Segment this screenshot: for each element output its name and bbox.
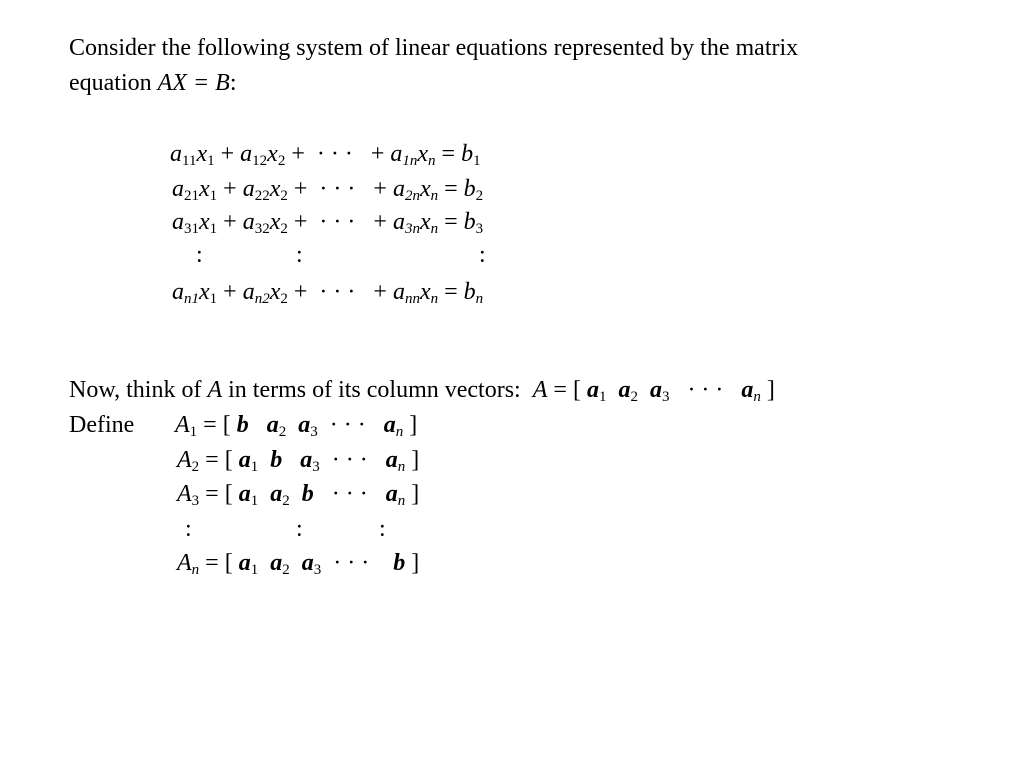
vdots-col-1: :	[196, 242, 203, 268]
intro-line-1: Consider the following system of linear equations represented by the matrix	[69, 35, 799, 61]
colon: :	[229, 70, 237, 96]
matrix-A3: $A_3$ = [ $a_1$ $a_2$ b ··· $a_n$ ]	[177, 481, 420, 509]
equation-row-2: $a_{21}x_1 + a_{22}x_2$ + ··· + $a_{2n}x_n = b_2$	[172, 176, 484, 204]
matrix-A1: $A_1$ = [ b $a_2$ $a_3$ ··· $a_n$ ]	[175, 412, 418, 440]
matrix-An: $A_n$ = [ $a_1$ $a_2$ $a_3$ ··· b ]	[177, 550, 420, 578]
vdots-define-2: :	[296, 516, 303, 542]
equation-row-1: $a_{11}x_1 + a_{12}x_2$ + ··· + $a_{1n}x_n = b_1$	[170, 141, 481, 169]
intro-line-2	[69, 69, 237, 97]
matrix-equation: AX = B	[157, 70, 230, 96]
column-vectors-line: Now, think of A in terms of its column vectors: A = [ $a_1$ $a_2$ $a_3$ ··· $a_n$ ]	[69, 377, 775, 405]
define-label: Define	[69, 412, 135, 438]
equation-row-n: $a_{n1}x_1 + a_{n2}x_2$ + ··· + $a_{nn}x_n = b_n$	[172, 279, 484, 307]
matrix-A2: $A_2$ = [ $a_1$ b $a_3$ ··· $a_n$ ]	[177, 447, 420, 475]
vdots-define-1: :	[185, 516, 192, 542]
intro-equation-word: equation	[69, 70, 158, 96]
vdots-col-3: :	[479, 242, 486, 268]
equation-row-3: $a_{31}x_1 + a_{32}x_2$ + ··· + $a_{3n}x_n = b_3$	[172, 209, 484, 237]
vdots-col-2: :	[296, 242, 303, 268]
vdots-define-3: :	[379, 516, 386, 542]
